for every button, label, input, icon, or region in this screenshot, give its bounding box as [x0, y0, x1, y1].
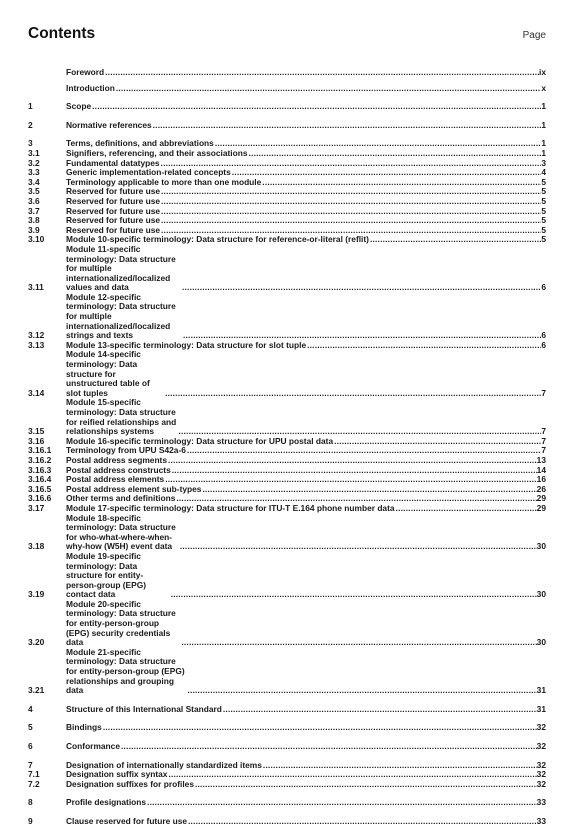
dot-leader [152, 121, 542, 131]
toc-entry[interactable] [28, 102, 546, 112]
toc-entry-title: Module 12-specific terminology: Data structure for multiple internationalized/localized strings and texts [66, 291, 176, 341]
toc-entry-page: 5 [541, 234, 546, 245]
toc-entry-body [66, 245, 541, 293]
toc-entry-title: Generic implementation-related concepts [66, 167, 231, 178]
toc-entry-page: 32 [536, 759, 546, 770]
toc-entry-number: 7 [28, 759, 33, 770]
toc-entry-body [66, 600, 537, 648]
toc-entry-title: Signifiers, referencing, and their associations [66, 147, 248, 158]
toc-entry[interactable] [28, 121, 546, 131]
toc-entry-body [66, 68, 539, 78]
toc-entry-number: 3.15 [28, 426, 45, 437]
toc-entry[interactable] [28, 798, 546, 808]
dot-leader [91, 102, 541, 112]
toc-entry-title: Module 10-specific terminology: Data structure for reference-or-literal (reflit) [66, 234, 369, 245]
toc-entry-title: Other terms and definitions [66, 493, 176, 504]
toc-entry[interactable] [28, 780, 546, 790]
dot-leader [369, 235, 541, 245]
dot-leader [261, 178, 541, 188]
toc-entry-number: 6 [28, 741, 33, 751]
toc-entry-page: 5 [541, 195, 546, 206]
dot-leader [164, 475, 536, 485]
toc-entry-body [66, 84, 541, 94]
toc-entry[interactable] [28, 84, 546, 94]
toc-entry-number: 3.8 [28, 215, 40, 226]
toc-entry-page: 29 [536, 502, 546, 513]
toc-entry-title: Conformance [66, 741, 120, 751]
toc-entry-title: Introduction [66, 82, 115, 93]
dot-leader [180, 638, 536, 648]
toc-entry-number: 3.16.4 [28, 474, 52, 485]
toc-entry[interactable] [28, 723, 546, 733]
toc-entry-title: Normative references [66, 119, 152, 130]
toc-entry-body [66, 780, 537, 790]
toc-entry-number: 3.16.5 [28, 483, 52, 494]
dot-leader [333, 437, 541, 447]
toc-entry-page: 1 [541, 101, 546, 112]
toc-entry[interactable] [28, 705, 546, 715]
toc-entry-number: 3.16.1 [28, 445, 52, 456]
dot-leader [102, 723, 537, 733]
toc-entry-body [66, 102, 541, 112]
toc-entry-number: 3.16.3 [28, 464, 52, 475]
toc-entry-title: Module 20-specific terminology: Data structure for entity-person-group (EPG) security credentials data [66, 598, 176, 648]
dot-leader [160, 207, 541, 217]
toc-entry-title: Postal address element sub-types [66, 483, 202, 494]
toc-entry[interactable] [28, 770, 546, 780]
toc-entry-number: 3.4 [28, 176, 40, 187]
toc-entry-number: 3.1 [28, 147, 40, 158]
toc-entry-number: 3.10 [28, 234, 45, 245]
toc-entry[interactable] [28, 68, 546, 78]
toc-entry-page: 6 [541, 282, 546, 293]
toc-entry-title: Reserved for future use [66, 224, 161, 235]
toc-entry-page: 32 [536, 741, 546, 751]
toc-entry-body [66, 705, 537, 715]
toc-entry-title: Designation suffixes for profiles [66, 778, 194, 789]
toc-entry-page: 29 [536, 493, 546, 504]
toc-entry-number: 4 [28, 703, 33, 714]
toc-entry-body [66, 121, 541, 131]
toc-entry-number: 3.7 [28, 205, 40, 216]
toc-entry-body [66, 514, 537, 552]
toc-entry-body [66, 798, 537, 808]
dot-leader [167, 770, 536, 780]
toc-entry-number: 3.11 [28, 282, 44, 293]
toc-entry[interactable] [28, 514, 546, 552]
toc-entry-page: 1 [541, 138, 546, 149]
dot-leader [262, 761, 537, 771]
toc-entry-page: 32 [536, 722, 546, 733]
contents-header [28, 0, 546, 68]
toc-entry-title: Reserved for future use [66, 215, 161, 226]
page-title: Contents [28, 25, 96, 42]
toc-entry-page: 1 [541, 147, 546, 158]
toc-entry-page: 5 [541, 205, 546, 216]
toc-entry-page: 6 [541, 330, 546, 341]
toc-entry-page: 30 [536, 541, 546, 552]
page-column-label: Page [522, 30, 546, 41]
toc-entry-title: Module 13-specific terminology: Data structure for slot tuple [66, 339, 307, 350]
toc-entry-title: Structure of this International Standard [66, 703, 222, 714]
toc-entry[interactable] [28, 245, 546, 293]
toc-entry-number: 3.16.2 [28, 454, 52, 465]
dot-leader [164, 389, 541, 399]
toc-entry[interactable] [28, 742, 546, 752]
dot-leader [248, 149, 542, 159]
toc-entry-number: 3.20 [28, 637, 45, 648]
dot-leader [186, 686, 536, 696]
toc-entry-page: 7 [541, 426, 546, 437]
dot-leader [160, 197, 541, 207]
toc-entry-body [66, 723, 537, 733]
toc-entry-body [66, 770, 537, 780]
toc-entry-title: Designation suffix syntax [66, 769, 168, 780]
toc-entry-number: 2 [28, 119, 33, 130]
toc-entry[interactable] [28, 648, 546, 696]
toc-entry-page: 4 [541, 167, 546, 178]
toc-entry-page: 5 [541, 176, 546, 187]
toc-entry[interactable] [28, 293, 546, 341]
toc-entry-page: 30 [536, 637, 546, 648]
toc-entry-body [66, 761, 537, 771]
toc-entry-page: 13 [536, 454, 546, 465]
toc-entry-number: 3.6 [28, 195, 40, 206]
toc-entry-title: Postal address elements [66, 474, 165, 485]
toc-entry-body [66, 552, 537, 600]
toc-entry-page: 31 [536, 685, 546, 696]
toc-entry[interactable] [28, 600, 546, 648]
toc-entry-page: 33 [536, 815, 546, 826]
toc-entry-title: Fundamental datatypes [66, 157, 160, 168]
toc-entry-page: 30 [536, 589, 546, 600]
toc-entry-number: 1 [28, 101, 33, 112]
dot-leader [160, 187, 541, 197]
toc-entry-body [66, 742, 537, 752]
toc-entry-page: 7 [541, 445, 546, 456]
dot-leader [167, 456, 537, 466]
toc-entry[interactable] [28, 817, 546, 827]
toc-entry-title: Scope [66, 101, 92, 112]
toc-entry-page: 5 [541, 186, 546, 197]
toc-entry[interactable] [28, 761, 546, 771]
toc-entry-number: 3.14 [28, 387, 45, 398]
dot-leader [186, 446, 541, 456]
toc-entry-title: Reserved for future use [66, 205, 161, 216]
toc-entry[interactable] [28, 350, 546, 398]
toc-entry-page: x [541, 82, 546, 93]
toc-entry-page: 7 [541, 435, 546, 446]
toc-entry-title: Postal address constructs [66, 464, 171, 475]
dot-leader [170, 590, 537, 600]
toc-entry-number: 3.12 [28, 330, 45, 341]
toc-entry-number: 3.17 [28, 502, 45, 513]
toc-entry-title: Profile designations [66, 797, 147, 808]
toc-entry-body [66, 817, 537, 827]
toc-entry-number: 3.19 [28, 589, 45, 600]
dot-leader [120, 742, 537, 752]
toc-entry-page: 33 [536, 797, 546, 808]
table-of-contents [28, 68, 546, 827]
toc-entry-number: 3.13 [28, 339, 45, 350]
toc-entry-number: 3.3 [28, 167, 40, 178]
dot-leader [395, 504, 537, 514]
dot-leader [179, 542, 537, 552]
toc-entry-number: 3.21 [28, 685, 45, 696]
toc-entry-page: 26 [536, 483, 546, 494]
toc-entry-number: 3 [28, 138, 33, 149]
toc-entry-number: 3.18 [28, 541, 45, 552]
toc-entry-title: Reserved for future use [66, 186, 161, 197]
toc-entry-page: 14 [536, 464, 546, 475]
toc-entry-title: Designation of internationally standardized items [66, 759, 262, 770]
toc-entry-body [66, 350, 541, 398]
toc-entry[interactable] [28, 552, 546, 600]
toc-entry-page: 32 [536, 769, 546, 780]
dot-leader [201, 485, 536, 495]
toc-entry-page: 5 [541, 215, 546, 226]
toc-entry-body [66, 293, 541, 341]
toc-entry-number: 8 [28, 797, 33, 808]
toc-entry-title: Module 18-specific terminology: Data structure for who-what-where-when-why-how (W5H) event data [66, 512, 176, 552]
toc-entry-title: Foreword [66, 67, 105, 77]
dot-leader [181, 283, 541, 293]
dot-leader [104, 68, 539, 78]
dot-leader [222, 705, 537, 715]
toc-entry-number: 9 [28, 815, 33, 826]
toc-entry-number: 3.9 [28, 224, 40, 235]
dot-leader [171, 466, 537, 476]
toc-entry-number: 7.1 [28, 769, 40, 780]
toc-entry-title: Module 14-specific terminology: Data structure for unstructured table of slot tuples [66, 349, 150, 398]
toc-entry-page: 31 [536, 703, 546, 714]
toc-entry-body [66, 398, 541, 436]
toc-entry-page: 16 [536, 474, 546, 485]
toc-entry-page: 5 [541, 224, 546, 235]
toc-entry-title: Module 11-specific terminology: Data structure for multiple internationalized/localized values and data [66, 243, 176, 293]
toc-entry-title: Bindings [66, 722, 102, 733]
toc-entry-body [66, 648, 537, 696]
toc-entry-number: 3.5 [28, 186, 40, 197]
toc-entry-page: 7 [541, 387, 546, 398]
toc-entry-page: 32 [536, 778, 546, 789]
toc-entry-number: 3.16 [28, 435, 45, 446]
toc-entry-page: 6 [541, 339, 546, 350]
toc-entry-number: 7.2 [28, 778, 40, 789]
toc-entry-title: Module 19-specific terminology: Data structure for entity-person-group (EPG) contact data [66, 550, 147, 600]
dot-leader [160, 216, 541, 226]
toc-entry-page: 1 [541, 119, 546, 130]
toc-entry-title: Terminology from UPU S42a-6 [66, 445, 186, 456]
toc-entry-title: Clause reserved for future use [66, 815, 188, 826]
toc-entry-title: Reserved for future use [66, 195, 161, 206]
dot-leader [306, 341, 541, 351]
toc-entry-title: Terms, definitions, and abbreviations [66, 138, 214, 149]
dot-leader [194, 780, 537, 790]
dot-leader [231, 168, 542, 178]
dot-leader [214, 139, 541, 149]
toc-entry-title: Module 21-specific terminology: Data structure for entity-person-group (EPG) relationships and grouping data [66, 646, 185, 696]
toc-entry-number: 5 [28, 722, 33, 733]
dot-leader [115, 84, 541, 94]
toc-entry[interactable] [28, 398, 546, 436]
toc-entry-title: Module 15-specific terminology: Data structure for reified relationships and relationships systems [66, 397, 177, 437]
toc-entry-page: 3 [541, 157, 546, 168]
toc-entry-page: ix [539, 67, 546, 77]
toc-entry-number: 3.2 [28, 157, 40, 168]
dot-leader [187, 817, 537, 827]
dot-leader [146, 798, 537, 808]
toc-entry-title: Terminology applicable to more than one module [66, 176, 262, 187]
toc-entry-title: Module 17-specific terminology: Data structure for ITU-T E.164 phone number data [66, 502, 395, 513]
toc-entry-title: Module 16-specific terminology: Data structure for UPU postal data [66, 435, 334, 446]
toc-entry-number: 3.16.6 [28, 493, 52, 504]
toc-entry-title: Postal address segments [66, 454, 168, 465]
